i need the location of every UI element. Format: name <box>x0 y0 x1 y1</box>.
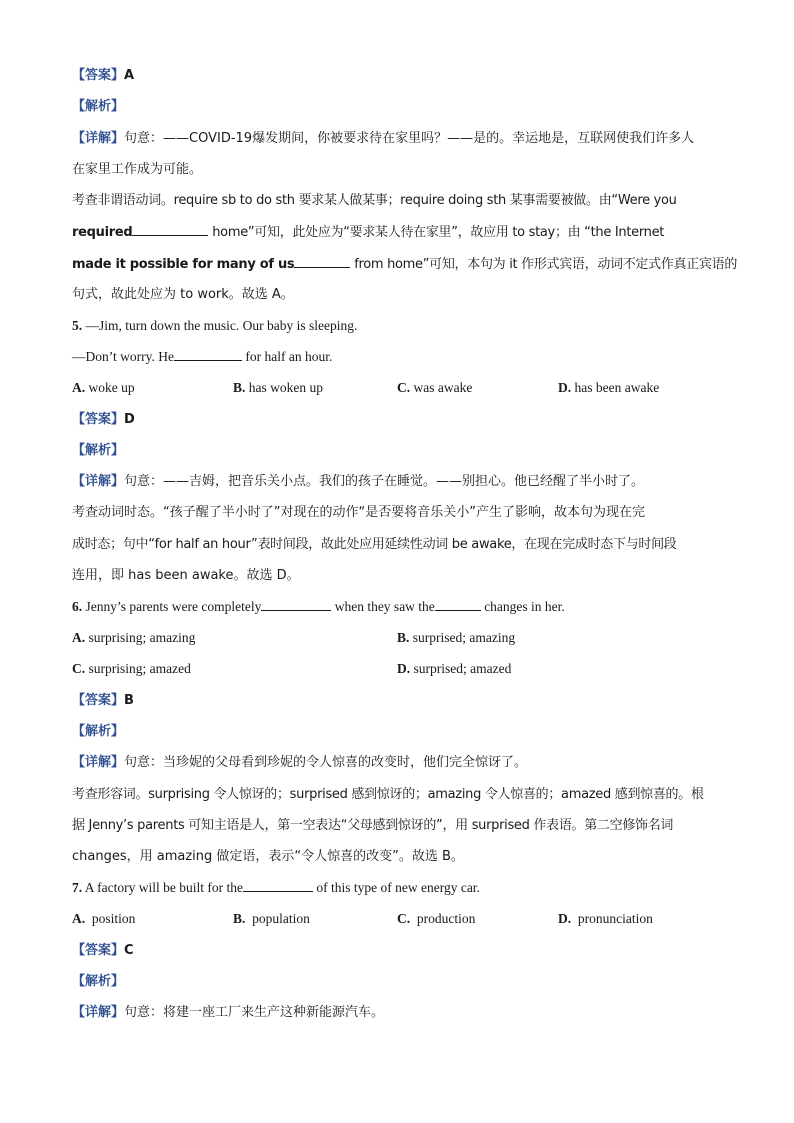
question-blank <box>243 878 313 892</box>
q6-detail-line-4: changes，用 amazing 做定语，表示“令人惊喜的改变”。故选 B。 <box>72 849 464 864</box>
q7-option-b: B. population <box>233 911 310 926</box>
q5-stem-line-1: 5. —Jim, turn down the music. Our baby is sleeping. <box>72 318 358 333</box>
q5-option-c: C. was awake <box>397 380 473 395</box>
q5-stem-line-2: —Don’t worry. He for half an hour. <box>72 349 333 364</box>
q5-detail-line-1: 【详解】句意：——吉姆，把音乐关小点。我们的孩子在睡觉。——别担心。他已经醒了半小时了。 <box>72 474 645 489</box>
question-blank <box>261 597 331 611</box>
q5-option-a: A. woke up <box>72 380 135 395</box>
q6-detail-line-1: 【详解】句意：当珍妮的父母看到珍妮的令人惊喜的改变时，他们完全惊讶了。 <box>72 755 528 770</box>
q6-stem: 6. Jenny’s parents were completely when they saw the changes in her. <box>72 599 565 614</box>
q5-detail-line-2: 考查动词时态。“孩子醒了半小时了”对现在的动作“是否要将音乐关小”产生了影响，故本句为现在完 <box>72 505 645 520</box>
q4-detail-line-4: required home”可知，此处应为“要求某人待在家里”，故应用 to stay；由 “the Internet <box>72 222 730 243</box>
q5-detail-line-4: 连用，即 has been awake。故选 D。 <box>72 568 300 583</box>
question-blank <box>435 597 481 611</box>
q4-detail-line-2: 在家里工作成为可能。 <box>72 162 203 177</box>
answer-blank <box>294 254 350 268</box>
question-blank <box>174 347 242 361</box>
q7-option-a: A. position <box>72 911 136 926</box>
q5-option-d: D. has been awake <box>558 380 660 395</box>
q6-answer: 【答案】B <box>72 693 134 708</box>
q7-detail-line-1: 【详解】句意：将建一座工厂来生产这种新能源汽车。 <box>72 1005 385 1020</box>
q4-analysis: 【解析】 <box>72 99 125 114</box>
q5-answer: 【答案】D <box>72 412 135 427</box>
q5-analysis: 【解析】 <box>72 443 125 458</box>
q6-option-d: D. surprised; amazed <box>397 661 512 676</box>
q4-detail-line-6: 句式，故此处应为 to work。故选 A。 <box>72 287 294 302</box>
q6-analysis: 【解析】 <box>72 724 125 739</box>
q7-option-c: C. production <box>397 911 476 926</box>
q6-option-b: B. surprised; amazing <box>397 630 516 645</box>
q5-option-b: B. has woken up <box>233 380 324 395</box>
q4-detail-line-5: made it possible for many of us from home”可知，本句为 it 作形式宾语，动词不定式作真正宾语的 <box>72 254 730 275</box>
q7-analysis: 【解析】 <box>72 974 125 989</box>
q7-stem: 7. A factory will be built for the of this type of new energy car. <box>72 880 480 895</box>
q6-detail-line-2: 考查形容词。surprising 令人惊讶的；surprised 感到惊讶的；amazing 令人惊喜的；amazed 感到惊喜的。根 <box>72 787 704 802</box>
q6-option-c: C. surprising; amazed <box>72 661 191 676</box>
q6-detail-line-3: 据 Jenny’s parents 可知主语是人，第一空表达“父母感到惊讶的”，用 surprised 作表语。第二空修饰名词 <box>72 818 674 833</box>
q5-detail-line-3: 成时态；句中“for half an hour”表时间段，故此处应用延续性动词 be awake，在现在完成时态下与时间段 <box>72 537 677 552</box>
q6-option-a: A. surprising; amazing <box>72 630 196 645</box>
q7-answer: 【答案】C <box>72 943 134 958</box>
q4-answer: 【答案】A <box>72 68 135 83</box>
q7-option-d: D. pronunciation <box>558 911 653 926</box>
q4-detail-line-1: 【详解】句意：——COVID-19爆发期间，你被要求待在家里吗？——是的。幸运地是，互联网使我们许多人 <box>72 131 695 146</box>
answer-blank <box>132 222 208 236</box>
q4-detail-line-3: 考查非谓语动词。require sb to do sth 要求某人做某事；require doing sth 某事需要被做。由“Were you <box>72 193 677 208</box>
